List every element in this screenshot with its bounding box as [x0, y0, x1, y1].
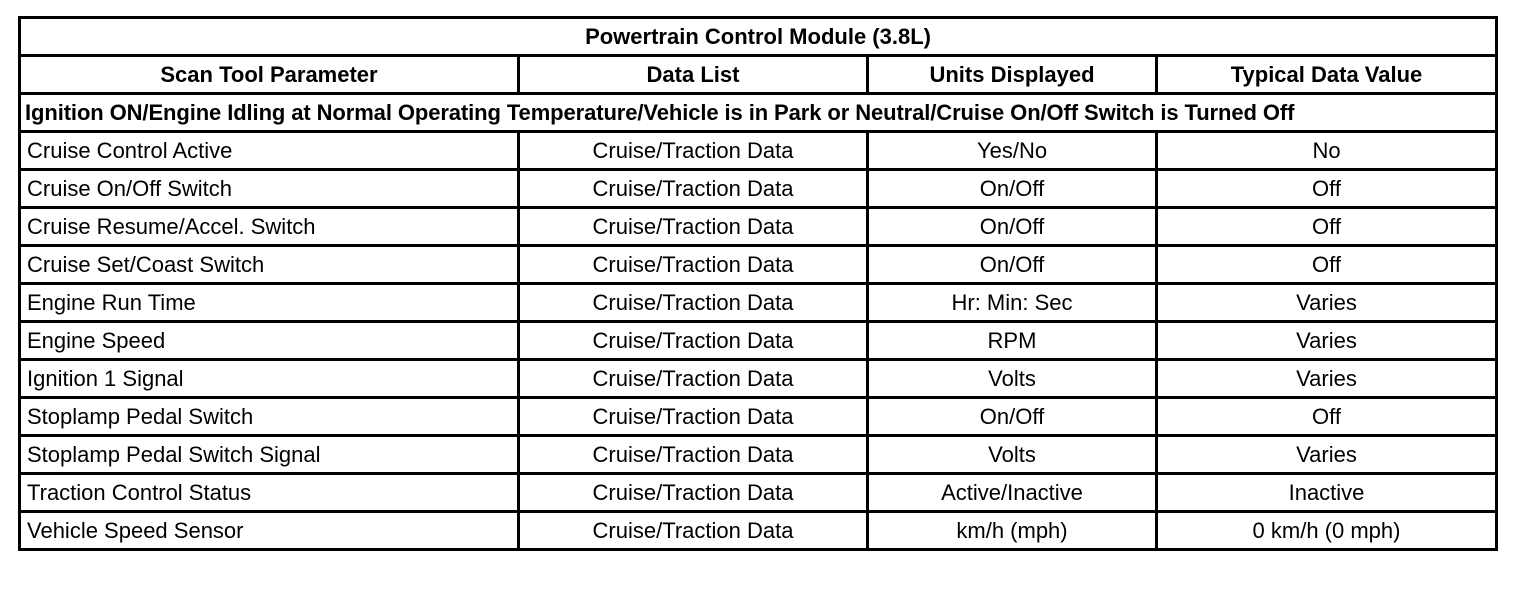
units-cell: Hr: Min: Sec	[868, 284, 1157, 322]
table-title: Powertrain Control Module (3.8L)	[20, 18, 1497, 56]
data-list-cell: Cruise/Traction Data	[519, 208, 868, 246]
typical-value-cell: 0 km/h (0 mph)	[1157, 512, 1497, 550]
parameter-cell: Cruise Set/Coast Switch	[20, 246, 519, 284]
header-data-list: Data List	[519, 56, 868, 94]
data-list-cell: Cruise/Traction Data	[519, 170, 868, 208]
table-row	[20, 170, 1497, 208]
table-row	[20, 398, 1497, 436]
table-row	[20, 512, 1497, 550]
header-scan-tool-parameter: Scan Tool Parameter	[20, 56, 519, 94]
parameter-cell: Vehicle Speed Sensor	[20, 512, 519, 550]
data-list-cell: Cruise/Traction Data	[519, 322, 868, 360]
data-list-cell: Cruise/Traction Data	[519, 474, 868, 512]
data-list-cell: Cruise/Traction Data	[519, 512, 868, 550]
parameter-cell: Stoplamp Pedal Switch Signal	[20, 436, 519, 474]
data-list-cell: Cruise/Traction Data	[519, 246, 868, 284]
data-list-cell: Cruise/Traction Data	[519, 360, 868, 398]
parameter-cell: Ignition 1 Signal	[20, 360, 519, 398]
units-cell: Yes/No	[868, 132, 1157, 170]
header-typical-data-value: Typical Data Value	[1157, 56, 1497, 94]
data-list-cell: Cruise/Traction Data	[519, 132, 868, 170]
header-row	[20, 56, 1497, 94]
units-cell: km/h (mph)	[868, 512, 1157, 550]
data-list-cell: Cruise/Traction Data	[519, 284, 868, 322]
scan-tool-data-table	[18, 16, 1498, 551]
parameter-cell: Engine Run Time	[20, 284, 519, 322]
table-body	[20, 18, 1497, 550]
units-cell: On/Off	[868, 398, 1157, 436]
condition-row	[20, 94, 1497, 132]
table-row	[20, 132, 1497, 170]
table-row	[20, 322, 1497, 360]
parameter-cell: Cruise On/Off Switch	[20, 170, 519, 208]
units-cell: On/Off	[868, 170, 1157, 208]
units-cell: On/Off	[868, 208, 1157, 246]
parameter-cell: Cruise Resume/Accel. Switch	[20, 208, 519, 246]
table-row	[20, 360, 1497, 398]
data-list-cell: Cruise/Traction Data	[519, 398, 868, 436]
parameter-cell: Traction Control Status	[20, 474, 519, 512]
typical-value-cell: Varies	[1157, 284, 1497, 322]
typical-value-cell: Varies	[1157, 322, 1497, 360]
test-condition: Ignition ON/Engine Idling at Normal Operating Temperature/Vehicle is in Park or Neutral/Cruise On/Off Switch is Turned Off	[20, 94, 1497, 132]
header-units-displayed: Units Displayed	[868, 56, 1157, 94]
table-row	[20, 208, 1497, 246]
table-row	[20, 436, 1497, 474]
typical-value-cell: Off	[1157, 246, 1497, 284]
parameter-cell: Cruise Control Active	[20, 132, 519, 170]
typical-value-cell: Off	[1157, 208, 1497, 246]
typical-value-cell: No	[1157, 132, 1497, 170]
typical-value-cell: Off	[1157, 170, 1497, 208]
typical-value-cell: Varies	[1157, 436, 1497, 474]
title-row	[20, 18, 1497, 56]
parameter-cell: Engine Speed	[20, 322, 519, 360]
typical-value-cell: Inactive	[1157, 474, 1497, 512]
table-row	[20, 284, 1497, 322]
parameter-cell: Stoplamp Pedal Switch	[20, 398, 519, 436]
units-cell: On/Off	[868, 246, 1157, 284]
units-cell: Volts	[868, 360, 1157, 398]
units-cell: RPM	[868, 322, 1157, 360]
typical-value-cell: Varies	[1157, 360, 1497, 398]
table-row	[20, 474, 1497, 512]
units-cell: Active/Inactive	[868, 474, 1157, 512]
table-row	[20, 246, 1497, 284]
data-list-cell: Cruise/Traction Data	[519, 436, 868, 474]
typical-value-cell: Off	[1157, 398, 1497, 436]
units-cell: Volts	[868, 436, 1157, 474]
